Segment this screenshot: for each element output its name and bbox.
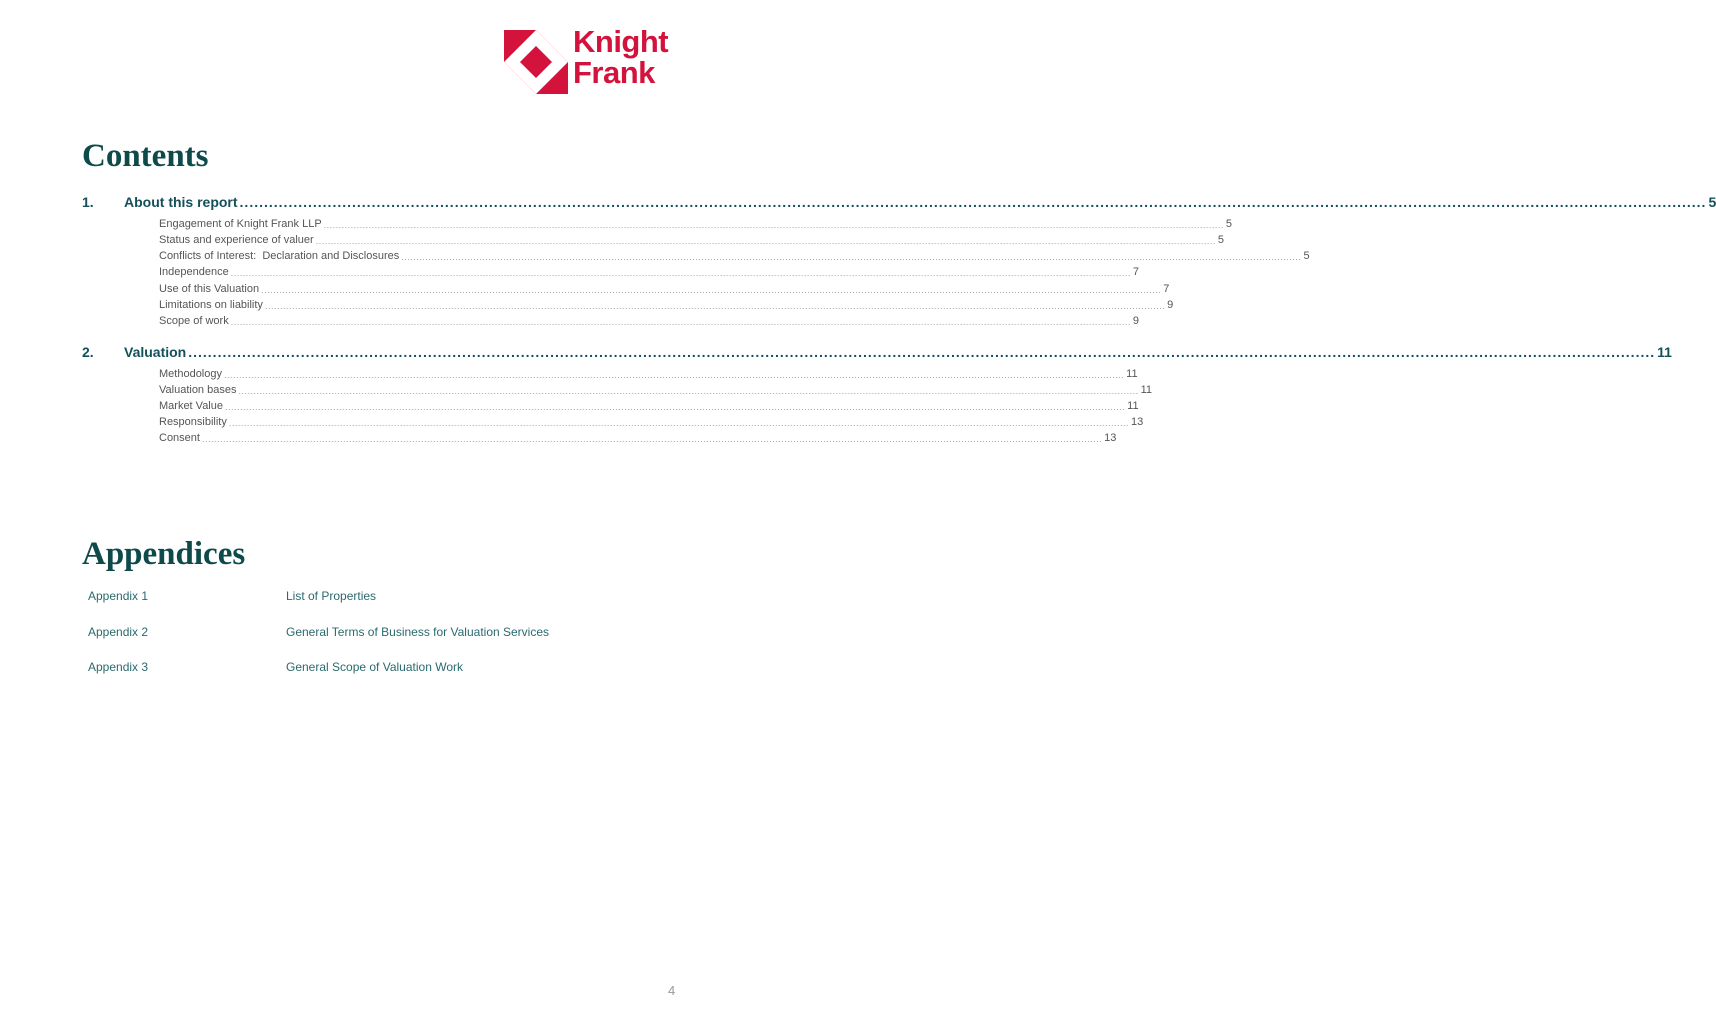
toc-item-title: Valuation bases bbox=[159, 384, 237, 396]
toc-item-page: 5 bbox=[1217, 234, 1224, 246]
toc-item-title: Scope of work bbox=[159, 315, 229, 327]
toc-item-page: 7 bbox=[1132, 266, 1140, 278]
toc-section-number: 1. bbox=[82, 194, 94, 210]
toc-item-page: 13 bbox=[1131, 416, 1144, 428]
toc-item[interactable] bbox=[159, 414, 1144, 428]
toc-item[interactable] bbox=[159, 248, 1310, 262]
dot-leader: ............................................................................................................................................................................................................................................................................................................ bbox=[230, 268, 1131, 278]
dot-leader: ............................................................................................................................................................................................................................................................................................................ bbox=[315, 236, 1216, 246]
appendix-row[interactable] bbox=[88, 589, 648, 605]
toc-item[interactable] bbox=[159, 264, 1140, 278]
page-number: 4 bbox=[668, 983, 676, 998]
contents-heading: Contents bbox=[82, 138, 209, 174]
dot-leader: ............................................................................................................................................................................................................................................................................................................ bbox=[224, 370, 1125, 380]
dot-leader: ............................................................................................................................................................................................................................................................................................................ bbox=[225, 402, 1126, 412]
dot-leader: ............................................................................................................................................................................................................................................................................................................ bbox=[239, 194, 1707, 210]
toc-item[interactable] bbox=[159, 366, 1138, 380]
knight-frank-logo bbox=[504, 24, 680, 96]
toc-item[interactable] bbox=[159, 281, 1170, 295]
toc-section-2[interactable] bbox=[82, 342, 1672, 360]
toc-item-page: 11 bbox=[1140, 384, 1153, 396]
toc-item-page: 9 bbox=[1132, 315, 1139, 327]
toc-item[interactable] bbox=[159, 382, 1153, 396]
dot-leader: ............................................................................................................................................................................................................................................................................................................ bbox=[228, 418, 1130, 428]
toc-section-page: 11 bbox=[1657, 344, 1672, 360]
dot-leader: ............................................................................................................................................................................................................................................................................................................ bbox=[188, 344, 1656, 360]
appendix-row[interactable] bbox=[88, 660, 648, 676]
toc-item[interactable] bbox=[159, 398, 1139, 412]
toc-section-title: About this report bbox=[124, 194, 238, 210]
appendix-title: General Scope of Valuation Work bbox=[286, 660, 463, 674]
toc-item-page: 11 bbox=[1126, 368, 1138, 380]
toc-item-title: Consent bbox=[159, 432, 200, 444]
toc-item[interactable] bbox=[159, 232, 1224, 246]
logo-line-2: Frank bbox=[573, 55, 655, 90]
appendix-label: Appendix 1 bbox=[88, 589, 149, 603]
dot-leader: ............................................................................................................................................................................................................................................................................................................ bbox=[238, 386, 1139, 396]
toc-item-title: Methodology bbox=[159, 368, 222, 380]
dot-leader: ............................................................................................................................................................................................................................................................................................................ bbox=[323, 220, 1224, 230]
dot-leader: ............................................................................................................................................................................................................................................................................................................ bbox=[201, 434, 1103, 444]
toc-item-title: Responsibility bbox=[159, 416, 227, 428]
toc-item-title: Conflicts of Interest: Declaration and Disclosures bbox=[159, 250, 400, 262]
logo-mark-icon bbox=[504, 30, 568, 94]
appendices-heading: Appendices bbox=[82, 536, 246, 572]
dot-leader: ............................................................................................................................................................................................................................................................................................................ bbox=[264, 301, 1166, 311]
dot-leader: ............................................................................................................................................................................................................................................................................................................ bbox=[230, 317, 1131, 327]
toc-item[interactable] bbox=[159, 430, 1117, 444]
appendix-title: General Terms of Business for Valuation Services bbox=[286, 625, 550, 639]
appendix-title: List of Properties bbox=[286, 589, 377, 603]
dot-leader: ............................................................................................................................................................................................................................................................................................................ bbox=[261, 285, 1162, 295]
logo-line-1: Knight bbox=[573, 24, 669, 59]
toc-item[interactable] bbox=[159, 297, 1174, 311]
appendix-label: Appendix 3 bbox=[88, 660, 149, 674]
dot-leader: ............................................................................................................................................................................................................................................................................................................ bbox=[401, 252, 1302, 262]
toc-item-title: Market Value bbox=[159, 400, 223, 412]
toc-item-title: Use of this Valuation bbox=[159, 283, 260, 295]
toc-section-title: Valuation bbox=[124, 344, 187, 360]
toc-section-1[interactable] bbox=[82, 192, 1716, 210]
toc-item-page: 11 bbox=[1127, 400, 1139, 412]
logo-wordmark bbox=[573, 26, 668, 88]
toc-item-page: 5 bbox=[1303, 250, 1310, 262]
toc-item[interactable] bbox=[159, 216, 1232, 230]
toc-item-title: Independence bbox=[159, 266, 229, 278]
toc-item-page: 5 bbox=[1225, 218, 1232, 230]
toc-item-page: 13 bbox=[1104, 432, 1117, 444]
appendix-row[interactable] bbox=[88, 625, 648, 641]
toc-item-title: Limitations on liability bbox=[159, 299, 263, 311]
toc-item-title: Status and experience of valuer bbox=[159, 234, 314, 246]
toc-item-title: Engagement of Knight Frank LLP bbox=[159, 218, 322, 230]
toc-section-number: 2. bbox=[82, 344, 94, 360]
toc-item-page: 9 bbox=[1167, 299, 1174, 311]
toc-item[interactable] bbox=[159, 313, 1139, 327]
toc-section-page: 5 bbox=[1708, 194, 1716, 210]
appendix-label: Appendix 2 bbox=[88, 625, 149, 639]
toc-item-page: 7 bbox=[1163, 283, 1170, 295]
